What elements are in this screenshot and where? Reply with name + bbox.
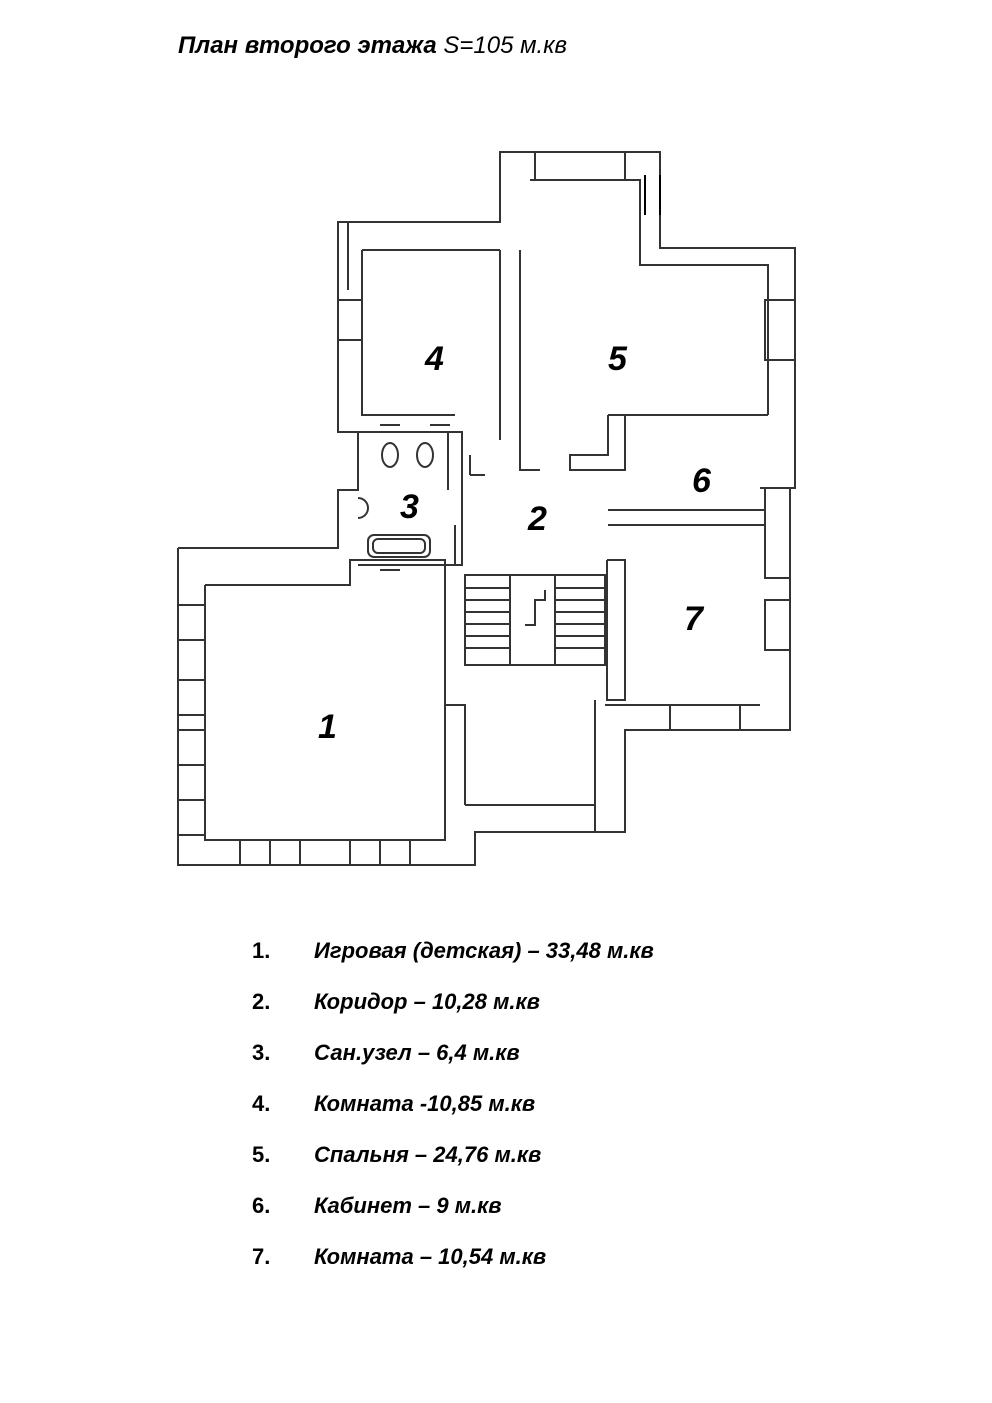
legend-number: 7. — [252, 1244, 271, 1269]
legend-item — [252, 1083, 654, 1134]
room-label-2: 2 — [528, 500, 547, 538]
legend-item — [252, 981, 654, 1032]
room-label-7: 7 — [684, 600, 703, 638]
legend-number: 5. — [252, 1142, 271, 1167]
room-label-6: 6 — [692, 462, 711, 500]
legend-text: Кабинет – 9 м.кв — [314, 1193, 502, 1218]
staircase — [465, 575, 605, 665]
legend-item — [252, 1236, 654, 1287]
legend-text: Комната – 10,54 м.кв — [314, 1244, 547, 1269]
windows — [178, 152, 795, 865]
room-label-5: 5 — [608, 340, 627, 378]
legend-text: Игровая (детская) – 33,48 м.кв — [314, 938, 654, 963]
legend-item — [252, 1134, 654, 1185]
legend-item — [252, 1032, 654, 1083]
legend-item — [252, 1185, 654, 1236]
title-area: S=105 м.кв — [443, 32, 568, 59]
room-label-3: 3 — [400, 488, 419, 526]
legend-number: 3. — [252, 1040, 271, 1065]
legend-item — [252, 930, 654, 981]
legend-number: 4. — [252, 1091, 271, 1116]
interior-walls — [358, 250, 768, 832]
legend-number: 6. — [252, 1193, 271, 1218]
legend-text: Комната -10,85 м.кв — [314, 1091, 536, 1116]
legend-number: 1. — [252, 938, 271, 963]
legend-text: Спальня – 24,76 м.кв — [314, 1142, 542, 1167]
title-main: План второго этажа — [178, 32, 437, 59]
room-label-4: 4 — [425, 340, 444, 378]
room-label-1: 1 — [318, 708, 337, 746]
legend-text: Сан.узел – 6,4 м.кв — [314, 1040, 520, 1065]
outer-walls — [178, 152, 795, 865]
room-legend — [252, 930, 654, 1287]
legend-number: 2. — [252, 989, 271, 1014]
legend-text: Коридор – 10,28 м.кв — [314, 989, 540, 1014]
bathroom-fixtures — [358, 425, 485, 570]
